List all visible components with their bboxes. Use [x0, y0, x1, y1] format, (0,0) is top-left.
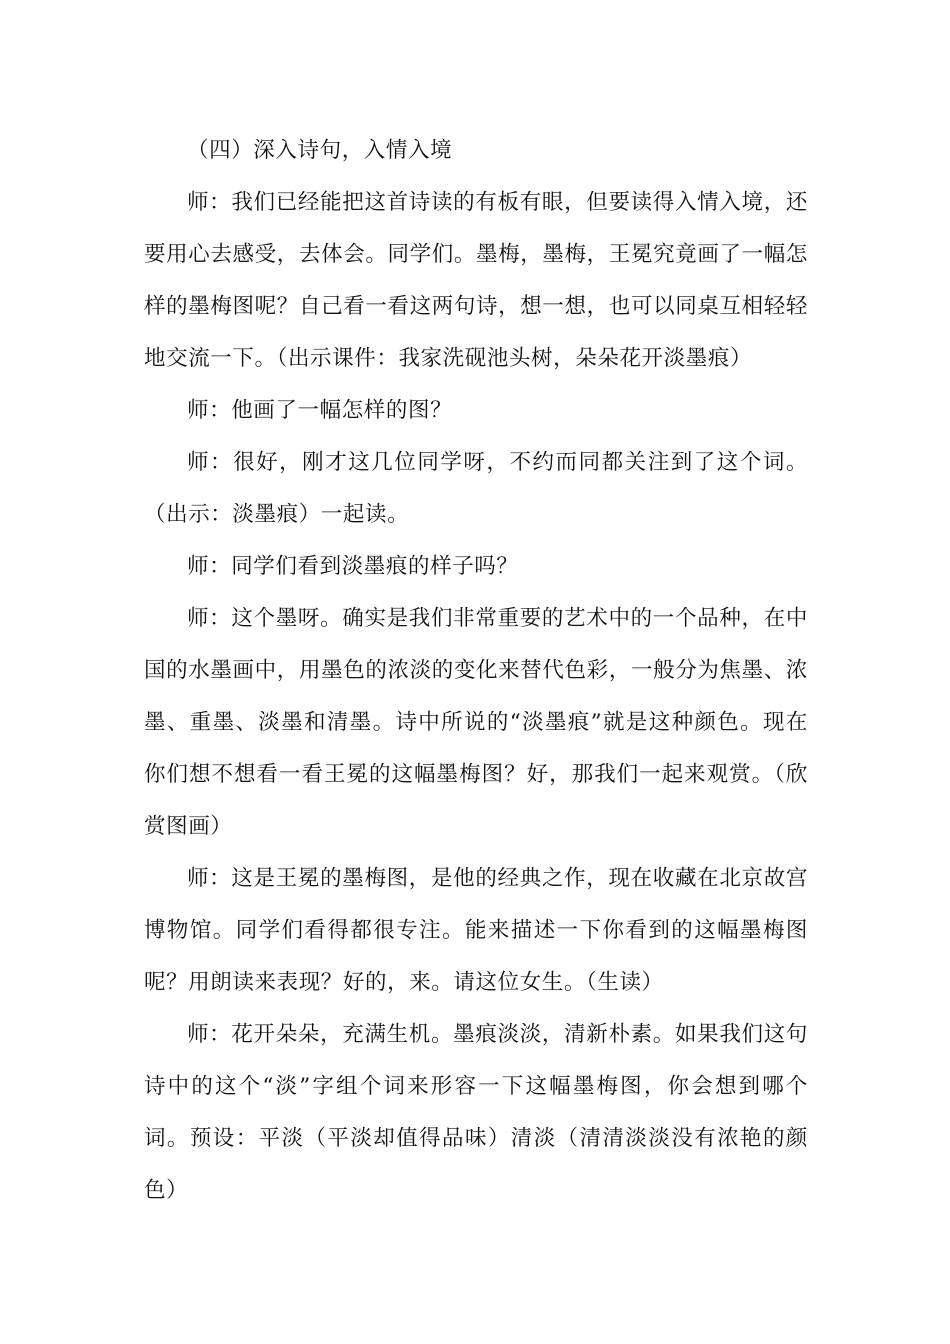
paragraph: 师：我们已经能把这首诗读的有板有眼，但要读得入情入境，还要用心去感受，去体会。同学们。墨梅，墨梅，王冕究竟画了一幅怎样的墨梅图呢？自己看一看这两句诗，想一想，也可以同桌互相轻轻地交流一下。（出示课件：我家洗砚池头树，朵朵花开淡墨痕） — [144, 190, 808, 371]
document-body — [144, 125, 808, 1217]
paragraph: 师：他画了一幅怎样的图？ — [187, 398, 453, 423]
section-heading: （四）深入诗句，入情入境 — [187, 138, 453, 163]
paragraph: 师：这个墨呀。确实是我们非常重要的艺术中的一个品种，在中国的水墨画中，用墨色的浓淡的变化来替代色彩，一般分为焦墨、浓墨、重墨、淡墨和清墨。诗中所说的“淡墨痕”就是这种颜色。现在你们想不想看一看王冕的这幅墨梅图？好，那我们一起来观赏。（欣赏图画） — [144, 606, 808, 839]
paragraph: 师：同学们看到淡墨痕的样子吗？ — [187, 554, 519, 579]
paragraph: 师：很好，刚才这几位同学呀，不约而同都关注到了这个词。（出示：淡墨痕）一起读。 — [144, 450, 808, 527]
paragraph: 师：这是王冕的墨梅图，是他的经典之作，现在收藏在北京故宫博物馆。同学们看得都很专注。能来描述一下你看到的这幅墨梅图呢？用朗读来表现？好的，来。请这位女生。（生读） — [144, 866, 808, 995]
paragraph: 师：花开朵朵，充满生机。墨痕淡淡，清新朴素。如果我们这句诗中的这个“淡”字组个词来形容一下这幅墨梅图，你会想到哪个词。预设：平淡（平淡却值得品味）清淡（清清淡淡没有浓艳的颜色） — [144, 1022, 808, 1203]
